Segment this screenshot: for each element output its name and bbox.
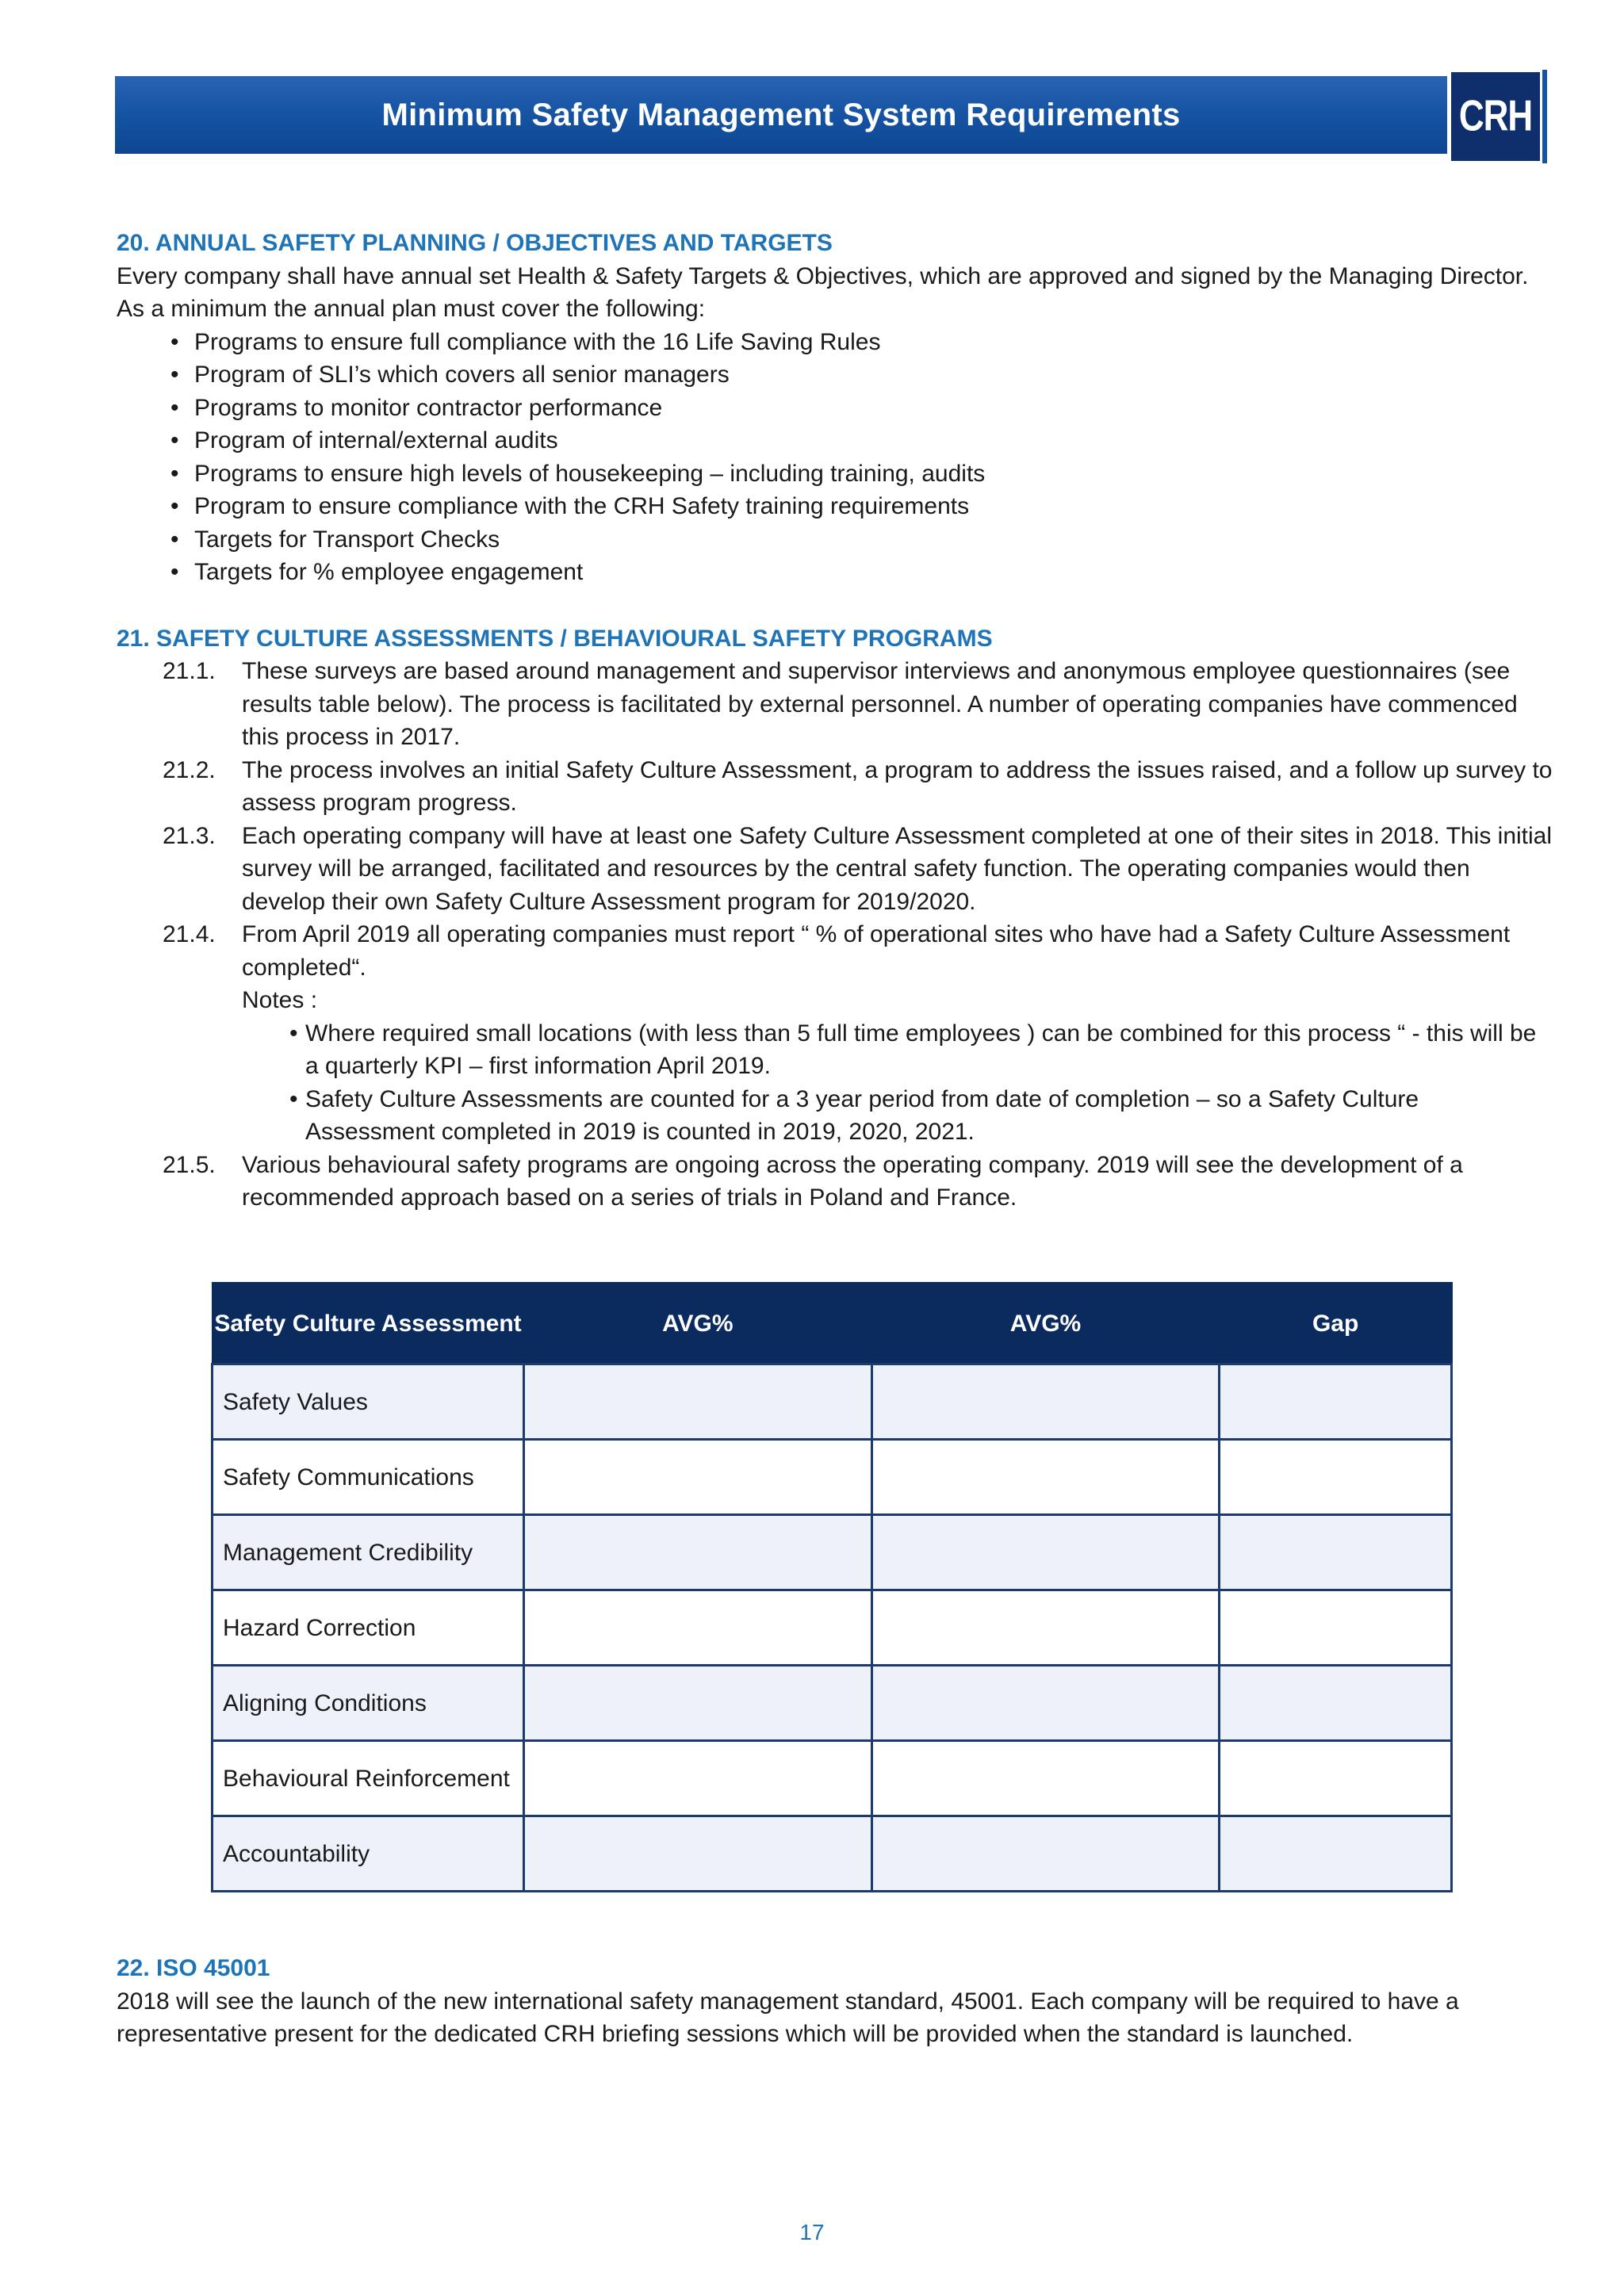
table-cell: [871, 1666, 1220, 1741]
column-header: AVG%: [524, 1283, 872, 1364]
table-cell: [524, 1440, 872, 1515]
page-title: Minimum Safety Management System Requirements: [381, 97, 1181, 132]
crh-logo-text: CRH: [1458, 91, 1533, 140]
page-number: 17: [799, 2220, 825, 2244]
item-text: From April 2019 all operating companies must report “ % of operational sites who have had a Safety Culture Assessment completed“.: [242, 921, 1511, 981]
table-cell: [1220, 1440, 1452, 1515]
table-cell: [871, 1364, 1220, 1440]
row-label: Management Credibility: [213, 1515, 524, 1590]
section-21-heading: 21. SAFETY CULTURE ASSESSMENTS / BEHAVIOURAL SAFETY PROGRAMS: [117, 625, 993, 652]
list-item: • Program of SLI’s which covers all senior managers: [170, 358, 1553, 392]
numbered-item: [117, 820, 1553, 919]
header-banner: [115, 76, 1447, 154]
list-item: • Program of internal/external audits: [170, 424, 1553, 457]
notes-label: Notes :: [242, 987, 318, 1013]
table-cell: [524, 1364, 872, 1440]
table-header-row: [213, 1283, 1452, 1364]
table-cell: [1220, 1816, 1452, 1892]
table-row: [213, 1364, 1452, 1440]
item-number: 21.1.: [163, 658, 216, 684]
column-header: Gap: [1220, 1283, 1452, 1364]
note-item: • Where required small locations (with less than 5 full time employees ) can be combined for this process “ - this will be a quarterly KPI – first information April 2019.: [289, 1017, 1553, 1083]
table-row: [213, 1440, 1452, 1515]
list-item: • Programs to monitor contractor performance: [170, 392, 1553, 425]
row-label: Behavioural Reinforcement: [213, 1741, 524, 1816]
table-cell: [1220, 1590, 1452, 1666]
list-item: • Targets for % employee engagement: [170, 556, 1553, 589]
item-number: 21.4.: [163, 921, 216, 947]
table-cell: [524, 1666, 872, 1741]
table-cell: [871, 1440, 1220, 1515]
table-cell: [524, 1515, 872, 1590]
list-item: • Program to ensure compliance with the CRH Safety training requirements: [170, 490, 1553, 523]
notes-list: [242, 1017, 1553, 1149]
main-content: [117, 227, 1553, 1215]
table-row: [213, 1590, 1452, 1666]
item-number: 21.3.: [163, 822, 216, 849]
section-22: [117, 1952, 1553, 2051]
table-cell: [1220, 1666, 1452, 1741]
table-row: [213, 1741, 1452, 1816]
numbered-item: [117, 1149, 1553, 1215]
crh-logo: [1449, 70, 1542, 163]
item-text: These surveys are based around management and supervisor interviews and anonymous employee questionnaires (see results table below). The process is facilitated by external personnel. A number of operating companies have commenced this process in 2017.: [242, 658, 1518, 750]
table-cell: [1220, 1515, 1452, 1590]
numbered-item: [117, 754, 1553, 820]
table-cell: [524, 1590, 872, 1666]
section-21-numbered-list: [117, 655, 1553, 1215]
row-label: Accountability: [213, 1816, 524, 1892]
table-cell: [524, 1741, 872, 1816]
section-22-heading: 22. ISO 45001: [117, 1955, 270, 1981]
item-text: The process involves an initial Safety Culture Assessment, a program to address the issues raised, and a follow up survey to assess program progress.: [242, 756, 1553, 816]
table-row: [213, 1515, 1452, 1590]
section-22-text: 2018 will see the launch of the new international safety management standard, 45001. Each company will be required to have a representative present for the dedicated CRH briefing sessions which will be provided when the standard is launched.: [117, 1988, 1459, 2047]
section-20-bullet-list: [117, 326, 1553, 589]
table-cell: [1220, 1364, 1452, 1440]
table-cell: [871, 1816, 1220, 1892]
table-row: [213, 1816, 1452, 1892]
item-text: Various behavioural safety programs are ongoing across the operating company. 2019 will see the development of a recommended approach based on a series of trials in Poland and France.: [242, 1151, 1463, 1211]
list-item: • Programs to ensure full compliance with the 16 Life Saving Rules: [170, 326, 1553, 359]
row-label: Aligning Conditions: [213, 1666, 524, 1741]
item-number: 21.2.: [163, 756, 216, 783]
section-20-heading: 20. ANNUAL SAFETY PLANNING / OBJECTIVES AND TARGETS: [117, 230, 833, 256]
table-cell: [871, 1590, 1220, 1666]
safety-culture-table: [211, 1282, 1453, 1892]
list-item: • Programs to ensure high levels of housekeeping – including training, audits: [170, 457, 1553, 491]
table-row: [213, 1666, 1452, 1741]
item-number: 21.5.: [163, 1151, 216, 1178]
row-label: Safety Values: [213, 1364, 524, 1440]
table-cell: [1220, 1741, 1452, 1816]
column-header: AVG%: [871, 1283, 1220, 1364]
note-item: • Safety Culture Assessments are counted for a 3 year period from date of completion – so a Safety Culture Assessment completed in 2019 is counted in 2019, 2020, 2021.: [289, 1083, 1553, 1149]
row-label: Hazard Correction: [213, 1590, 524, 1666]
section-20-intro: Every company shall have annual set Health & Safety Targets & Objectives, which are approved and signed by the Managing Director. As a minimum the annual plan must cover the following:: [117, 262, 1529, 322]
item-text: Each operating company will have at least one Safety Culture Assessment completed at one of their sites in 2018. This initial survey will be arranged, facilitated and resources by the central safety function. The operating companies would then develop their own Safety Culture Assessment program for 2019/2020.: [242, 822, 1553, 915]
numbered-item: [117, 918, 1553, 1149]
column-header: Safety Culture Assessment: [213, 1283, 524, 1364]
table-cell: [871, 1515, 1220, 1590]
row-label: Safety Communications: [213, 1440, 524, 1515]
list-item: • Targets for Transport Checks: [170, 523, 1553, 557]
table-cell: [871, 1741, 1220, 1816]
table-cell: [524, 1816, 872, 1892]
numbered-item: [117, 655, 1553, 754]
